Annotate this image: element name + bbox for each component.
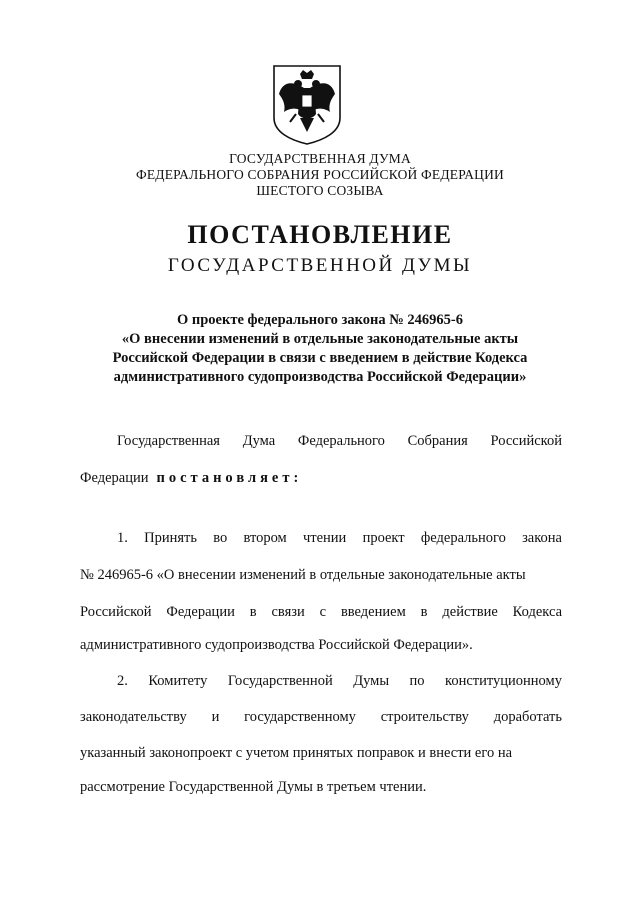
preamble-line-2 <box>80 470 302 487</box>
document-title: ПОСТАНОВЛЕНИЕ <box>187 220 453 249</box>
para2-line-1 <box>117 673 562 690</box>
word: чтении <box>302 530 347 546</box>
word: в <box>249 604 257 620</box>
word: Дума <box>242 433 276 449</box>
para1-line-1 <box>117 530 562 547</box>
subject-line-4: административного судопроизводства Российской Федерации» <box>113 369 527 385</box>
word: законодательству <box>80 709 187 725</box>
para1-line-2: № 246965-6 «О внесении изменений в отдельные законодательные акты <box>80 567 526 583</box>
word: Кодекса <box>512 604 562 620</box>
document-subtitle: ГОСУДАРСТВЕННОЙ ДУМЫ <box>167 255 473 276</box>
header-line-2: ФЕДЕРАЛЬНОГО СОБРАНИЯ РОССИЙСКОЙ ФЕДЕРАЦИИ <box>136 167 504 182</box>
word: связи <box>271 604 305 620</box>
word: втором <box>243 530 287 546</box>
para2-line-3: указанный законопроект с учетом принятых поправок и внести его на <box>80 745 513 761</box>
word: 1. <box>117 530 128 546</box>
subject-line-2: «О внесении изменений в отдельные законодательные акты <box>121 331 519 347</box>
word: в <box>420 604 428 620</box>
word: Российской <box>490 433 562 449</box>
para1-line-3 <box>80 604 562 621</box>
word: и <box>211 709 220 725</box>
word: Комитету <box>148 673 208 689</box>
word: Принять <box>144 530 197 546</box>
coat-of-arms-emblem <box>270 62 344 146</box>
word: закона <box>522 530 562 546</box>
preamble-line-1 <box>117 433 562 450</box>
word: проект <box>362 530 405 546</box>
para2-line-2 <box>80 709 562 726</box>
word: с <box>319 604 327 620</box>
subject-line-3: Российской Федерации в связи с введением в действие Кодекса <box>112 350 528 366</box>
word: государственному <box>244 709 356 725</box>
word: действие <box>442 604 498 620</box>
word: 2. <box>117 673 128 689</box>
word: Российской <box>80 604 152 620</box>
word: Федерации <box>166 604 235 620</box>
word: во <box>213 530 228 546</box>
word: по <box>409 673 425 689</box>
word: федерального <box>420 530 506 546</box>
word: введением <box>340 604 406 620</box>
word: строительству <box>380 709 469 725</box>
para1-line-4: административного судопроизводства Российской Федерации». <box>80 637 473 653</box>
resolves-word: постановляет: <box>156 470 303 486</box>
word: Думы <box>353 673 390 689</box>
word: конституционному <box>445 673 562 689</box>
word: Федерального <box>297 433 385 449</box>
header-line-1: ГОСУДАРСТВЕННАЯ ДУМА <box>229 151 411 166</box>
preamble-subject: Федерации <box>80 470 149 486</box>
word: доработать <box>493 709 562 725</box>
para2-line-4: рассмотрение Государственной Думы в третьем чтении. <box>80 779 427 795</box>
word: Собрания <box>407 433 468 449</box>
header-line-3: ШЕСТОГО СОЗЫВА <box>256 183 384 198</box>
word: Государственная <box>117 433 220 449</box>
word: Государственной <box>227 673 333 689</box>
subject-line-1: О проекте федерального закона № 246965-6 <box>176 312 464 328</box>
